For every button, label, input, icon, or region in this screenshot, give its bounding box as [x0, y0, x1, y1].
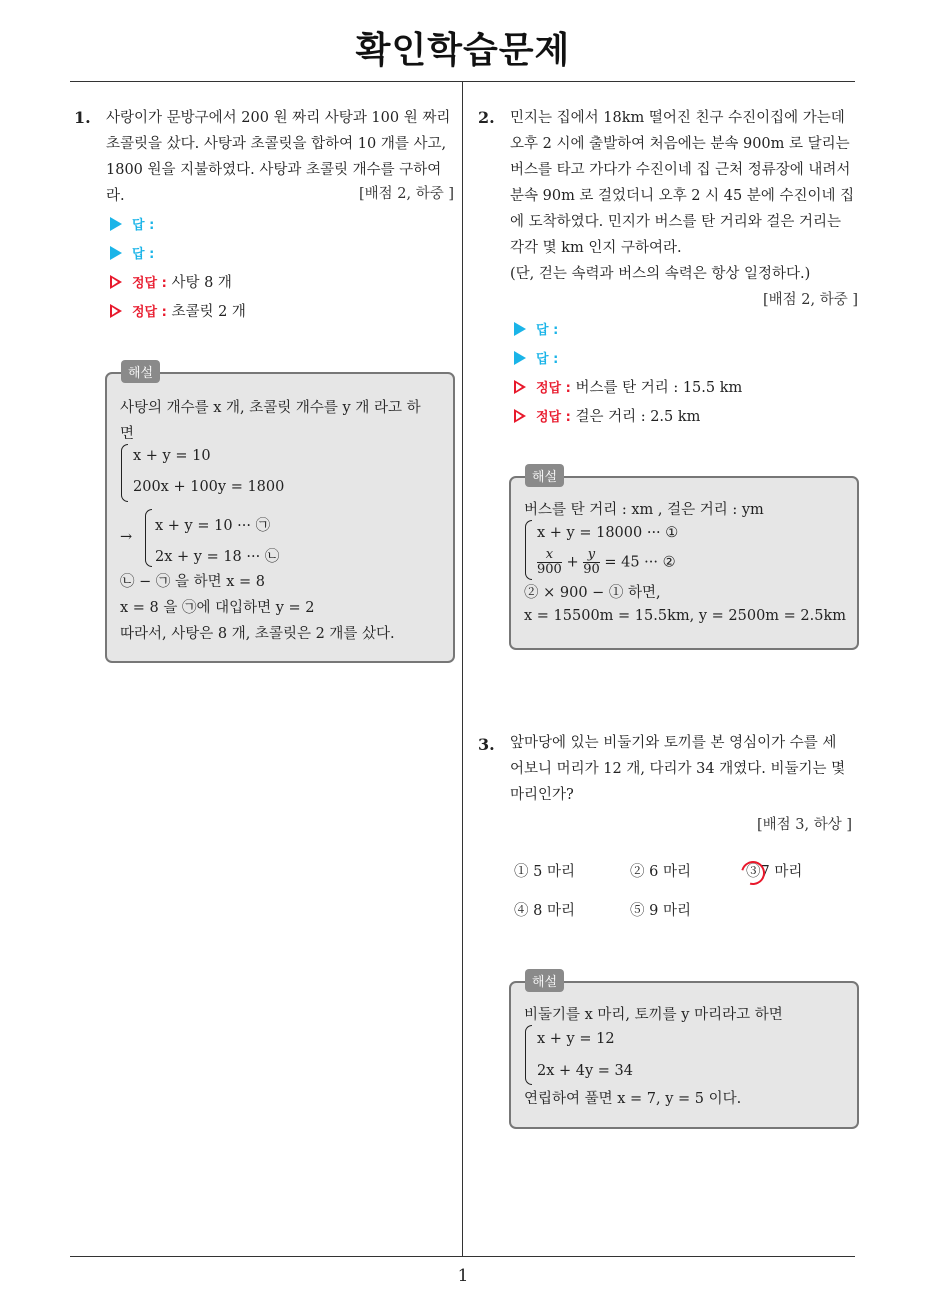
solution-tag: 해설	[121, 360, 160, 383]
brace	[121, 444, 128, 502]
answer-list: 답 : 답 : 정답 : 사탕 8 개 정답 : 초콜릿 2 개	[110, 211, 246, 327]
solution-box: 해설 비둘기를 x 마리, 토끼를 y 마리라고 하면 x + y = 12 2x + 4y = 34 연립하여 풀면 x = 7, y = 5 이다.	[509, 981, 859, 1129]
choice-1[interactable]: ① 5 마리	[514, 864, 575, 880]
brace	[525, 520, 532, 580]
question-text: 민지는 집에서 18km 떨어진 친구 수진이집에 가는데 오후 2 시에 출발하여 처음에는 분속 900m 로 달리는 버스를 타고 가다가 수진이네 집 근처 정류장에 내려서 분속 90m 로 걸었더니 오후 2 시 45 분에 수진이네 집 에 도착하였다. 민지가 버스를 탄 거리와 걸은 거리는 각각 몇 km 인지 구하여라. (단, 걷는 속력과 버스의 속력은 항상 일정하다.) [배점 2, 하중 ]	[510, 105, 858, 313]
column-divider	[462, 82, 463, 1257]
choice-5[interactable]: ⑤ 9 마리	[630, 903, 691, 919]
question-number: 2.	[478, 108, 495, 127]
solution-box: 해설 버스를 탄 거리 : xm , 걸은 거리 : ym x + y = 18000 ··· ① $\frac{x}{900}$ + $\frac{y}{90}$ = 45 ··· ② ② × 900 − ① 하면, x = 15500m = 15.5km, y = 2500m = 2.5km	[509, 476, 859, 650]
question-number: 1.	[74, 108, 91, 127]
page-title: 확인학습문제	[355, 30, 571, 71]
solution-tag: 해설	[525, 464, 564, 487]
triangle-icon	[110, 246, 122, 260]
triangle-icon	[514, 351, 526, 365]
score-label: [배점 2, 하중 ]	[358, 186, 454, 202]
correct-circle-icon	[737, 857, 770, 890]
brace	[525, 1025, 532, 1085]
solution-tag: 해설	[525, 969, 564, 992]
solution-box: 해설 사탕의 개수를 x 개, 초콜릿 개수를 y 개 라고 하 면 x + y = 10 200x + 100y = 1800 → x + y = 10 ··· ㉠ 2x + y = 18 ··· ㉡ ㉡ − ㉠ 을 하면 x = 8 x = 8 을 ㉠에 대입하면 y = 2 따라서, 사탕은 8 개, 초콜릿은 2 개를 샀다.	[105, 372, 455, 663]
triangle-outline-icon	[514, 380, 526, 394]
triangle-outline-icon	[110, 304, 122, 318]
page-number: 1	[457, 1266, 469, 1286]
question-number: 3.	[478, 735, 495, 754]
choice-4[interactable]: ④ 8 마리	[514, 903, 575, 919]
score-label: [배점 3, 하상 ]	[756, 817, 852, 833]
choice-2[interactable]: ② 6 마리	[630, 864, 691, 880]
triangle-outline-icon	[514, 409, 526, 423]
triangle-outline-icon	[110, 275, 122, 289]
brace	[145, 509, 152, 567]
triangle-icon	[514, 322, 526, 336]
score-label: [배점 2, 하중 ]	[762, 292, 858, 308]
bottom-rule	[70, 1256, 855, 1257]
triangle-icon	[110, 217, 122, 231]
answer-list: 답 : 답 : 정답 : 버스를 탄 거리 : 15.5 km 정답 : 걸은 거리 : 2.5 km	[514, 316, 742, 432]
question-text: 사랑이가 문방구에서 200 원 짜리 사탕과 100 원 짜리 초콜릿을 샀다. 사탕과 초콜릿을 합하여 10 개를 사고, 1800 원을 지불하였다. 사탕과 초콜릿 개수를 구하여 라. [배점 2, 하중 ]	[106, 105, 454, 209]
question-text: 앞마당에 있는 비둘기와 토끼를 본 영심이가 수를 세 어보니 머리가 12 개, 다리가 34 개였다. 비둘기는 몇 마리인가? [배점 3, 하상 ]	[510, 730, 852, 838]
choice-3[interactable]: ③7 마리	[746, 860, 802, 881]
